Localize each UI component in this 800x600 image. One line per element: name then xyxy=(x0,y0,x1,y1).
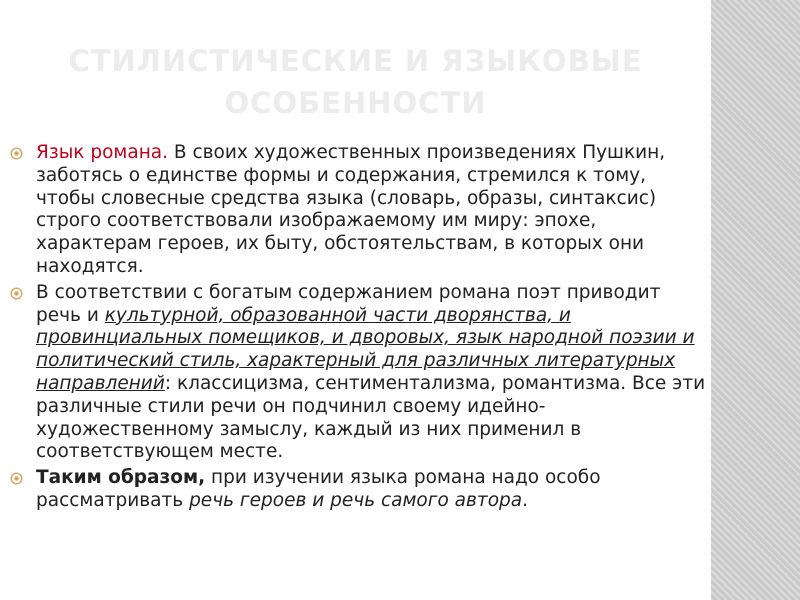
slide-title-line-1: СТИЛИСТИЧЕСКИЕ И ЯЗЫКОВЫЕ xyxy=(68,44,643,78)
list-item-conclusion xyxy=(10,467,710,513)
item-text-b: : классицизма, сентиментализма, романтизма. Все эти различные стили речи он подчинил своему идейно-художественному замыслу, каждый из них применил в соответствующем месте. xyxy=(36,372,706,463)
circle-bullet-icon xyxy=(10,147,23,160)
item-emphasis: культурной, образованной части дворянства, и провинциальных помещиков, и дворовых, язык народной поэзии и политический стиль, характерный для различных литературных направлений xyxy=(36,304,695,394)
item-text-a: при изучении языка романа надо особо рассматривать xyxy=(36,467,601,511)
list-item-styles xyxy=(10,282,710,464)
item-emphasis: речь героев и речь самого автора xyxy=(189,489,523,511)
list-item-language xyxy=(10,142,710,279)
item-lead: Таким образом, xyxy=(36,467,206,489)
circle-bullet-icon xyxy=(10,287,23,300)
slide-title-line-2: ОСОБЕННОСТИ xyxy=(224,86,487,120)
slide-title xyxy=(0,40,711,124)
item-lead: Язык романа. xyxy=(36,142,169,163)
decorative-stripe xyxy=(711,0,800,600)
item-text-a: В соответствии с богатым содержанием романа поэт приводит речь и xyxy=(36,281,661,326)
slide-body xyxy=(10,142,710,516)
item-text: В своих художественных произведениях Пушкин, заботясь о единстве формы и содержания, стремился к тому, чтобы словесные средства языка (словарь, образы, синтаксис) строго соответствовали изображаемому им миру: эпохе, характерам героев, их быту, обстоятельствам, в которых они находятся. xyxy=(36,142,666,277)
circle-bullet-icon xyxy=(10,472,23,485)
item-text-b: . xyxy=(522,489,528,511)
